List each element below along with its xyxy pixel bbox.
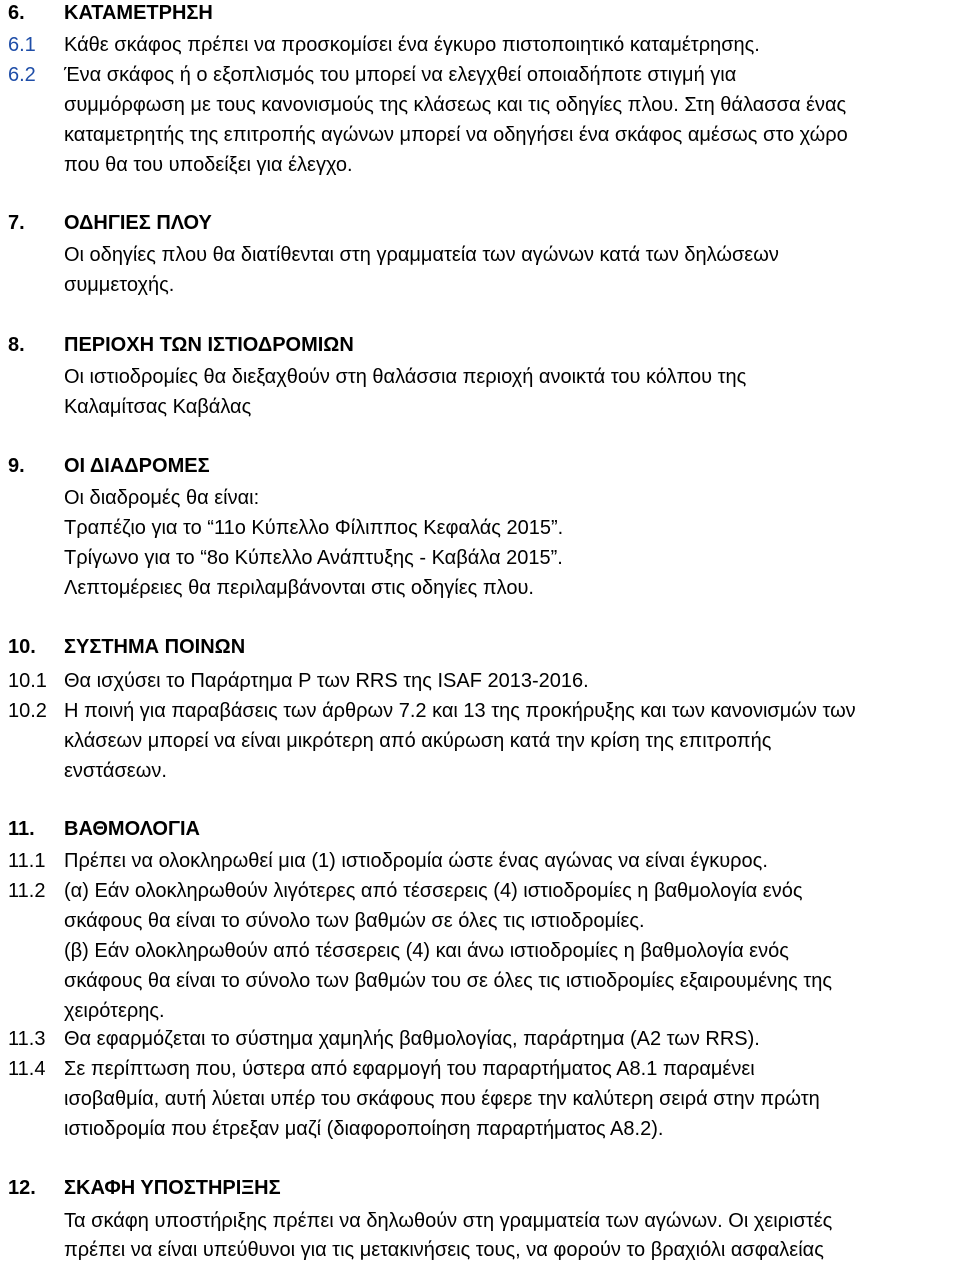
paragraph-line: Τρίγωνο για το “8ο Κύπελλο Ανάπτυξης - Καβάλα 2015”. bbox=[64, 547, 563, 569]
item-text-line: Η ποινή για παραβάσεις των άρθρων 7.2 και 13 της προκήρυξης και των κανονισμών των bbox=[64, 700, 856, 722]
section-number: 11. bbox=[8, 818, 35, 840]
item-text-line: που θα του υποδείξει για έλεγχο. bbox=[64, 154, 353, 176]
paragraph-line: πρέπει να είναι υπεύθυνοι για τις μετακινήσεις τους, να φορούν το βραχιόλι ασφαλείας bbox=[64, 1239, 824, 1261]
item-text-line: (α) Εάν ολοκληρωθούν λιγότερες από τέσσερεις (4) ιστιοδρομίες η βαθμολογία ενός bbox=[64, 880, 803, 902]
section-title: ΟΔΗΓΙΕΣ ΠΛΟΥ bbox=[64, 212, 212, 234]
section-number: 7. bbox=[8, 212, 25, 234]
paragraph-line: Οι διαδρομές θα είναι: bbox=[64, 487, 260, 509]
paragraph-line: Λεπτομέρειες θα περιλαμβάνονται στις οδηγίες πλου. bbox=[64, 577, 534, 599]
section-title: ΣΚΑΦΗ ΥΠΟΣΤΗΡΙΞΗΣ bbox=[64, 1177, 281, 1199]
item-text-line: Σε περίπτωση που, ύστερα από εφαρμογή του παραρτήματος Α8.1 παραμένει bbox=[64, 1058, 755, 1080]
item-number: 11.1 bbox=[8, 850, 46, 872]
item-text-line: συμμόρφωση με τους κανονισμούς της κλάσεως και τις οδηγίες πλου. Στη θάλασσα ένας bbox=[64, 94, 847, 116]
section-title: ΣΥΣΤΗΜΑ ΠΟΙΝΩΝ bbox=[64, 636, 246, 658]
item-text: Θα εφαρμόζεται το σύστημα χαμηλής βαθμολογίας, παράρτημα (Α2 των RRS). bbox=[64, 1028, 760, 1050]
item-number: 10.1 bbox=[8, 670, 47, 692]
item-text-line: σκάφους θα είναι το σύνολο των βαθμών του σε όλες τις ιστιοδρομίες εξαιρουμένης της bbox=[64, 970, 833, 992]
paragraph-line: Τα σκάφη υποστήριξης πρέπει να δηλωθούν στη γραμματεία των αγώνων. Οι χειριστές bbox=[64, 1210, 833, 1232]
item-text-line: ενστάσεων. bbox=[64, 760, 167, 782]
item-text-line: σκάφους θα είναι το σύνολο των βαθμών σε όλες τις ιστιοδρομίες. bbox=[64, 910, 645, 932]
section-title: ΚΑΤΑΜΕΤΡΗΣΗ bbox=[64, 2, 213, 24]
item-number: 11.2 bbox=[8, 880, 46, 902]
item-text-line: Ένα σκάφος ή ο εξοπλισμός του μπορεί να ελεγχθεί οποιαδήποτε στιγμή για bbox=[64, 64, 737, 86]
item-text: Κάθε σκάφος πρέπει να προσκομίσει ένα έγκυρο πιστοποιητικό καταμέτρησης. bbox=[64, 34, 760, 56]
item-text-line: καταμετρητής της επιτροπής αγώνων μπορεί να οδηγήσει ένα σκάφος αμέσως στο χώρο bbox=[64, 124, 848, 146]
item-text: Θα ισχύσει το Παράρτημα P των RRS της ISAF 2013-2016. bbox=[64, 670, 589, 692]
paragraph-line: Οι ιστιοδρομίες θα διεξαχθούν στη θαλάσσια περιοχή ανοικτά του κόλπου της bbox=[64, 366, 747, 388]
item-text-line: (β) Εάν ολοκληρωθούν από τέσσερεις (4) και άνω ιστιοδρομίες η βαθμολογία ενός bbox=[64, 940, 789, 962]
section-number: 10. bbox=[8, 636, 36, 658]
item-text: Πρέπει να ολοκληρωθεί μια (1) ιστιοδρομία ώστε ένας αγώνας να είναι έγκυρος. bbox=[64, 850, 768, 872]
item-number: 10.2 bbox=[8, 700, 47, 722]
section-title: ΟΙ ΔΙΑΔΡΟΜΕΣ bbox=[64, 455, 210, 477]
item-number: 11.4 bbox=[8, 1058, 46, 1080]
paragraph-line: συμμετοχής. bbox=[64, 274, 175, 296]
section-number: 12. bbox=[8, 1177, 36, 1199]
paragraph-line: Τραπέζιο για το “11ο Κύπελλο Φίλιππος Κεφαλάς 2015”. bbox=[64, 517, 564, 539]
paragraph-line: Οι οδηγίες πλου θα διατίθενται στη γραμματεία των αγώνων κατά των δηλώσεων bbox=[64, 244, 779, 266]
item-text-line: χειρότερης. bbox=[64, 1000, 165, 1022]
section-title: ΒΑΘΜΟΛΟΓΙΑ bbox=[64, 818, 200, 840]
item-number: 6.1 bbox=[8, 34, 36, 56]
item-text-line: κλάσεων μπορεί να είναι μικρότερη από ακύρωση κατά την κρίση της επιτροπής bbox=[64, 730, 772, 752]
section-number: 9. bbox=[8, 455, 25, 477]
section-title: ΠΕΡΙΟΧΗ ΤΩΝ ΙΣΤΙΟΔΡΟΜΙΩΝ bbox=[64, 334, 354, 356]
item-number: 11.3 bbox=[8, 1028, 46, 1050]
section-number: 6. bbox=[8, 2, 25, 24]
paragraph-line: Καλαμίτσας Καβάλας bbox=[64, 396, 252, 418]
item-text-line: ιστιοδρομία που έτρεξαν μαζί (διαφοροποίηση παραρτήματος Α8.2). bbox=[64, 1118, 664, 1140]
section-number: 8. bbox=[8, 334, 25, 356]
item-text-line: ισοβαθμία, αυτή λύεται υπέρ του σκάφους που έφερε την καλύτερη σειρά στην πρώτη bbox=[64, 1088, 820, 1110]
item-number: 6.2 bbox=[8, 64, 36, 86]
